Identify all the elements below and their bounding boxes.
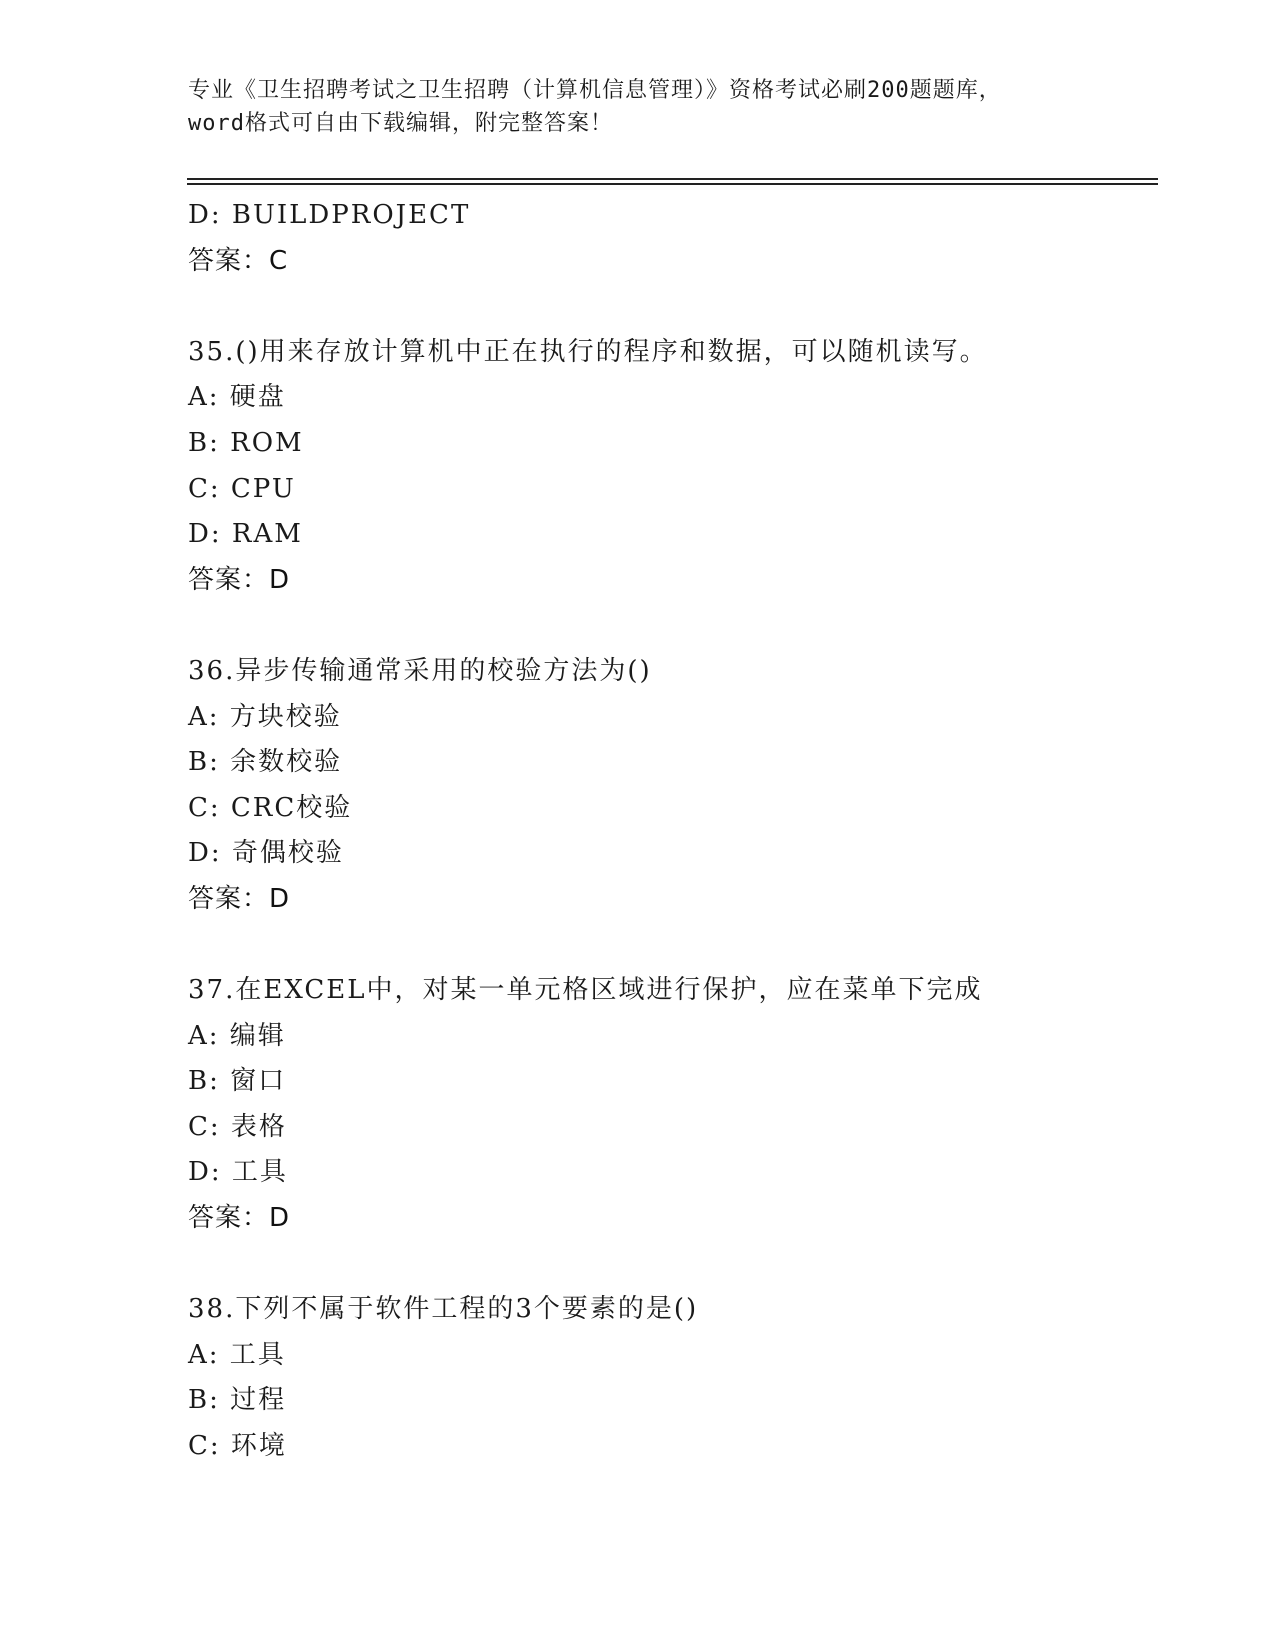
option-c: C: CRC校验	[188, 792, 353, 823]
question-36	[188, 649, 1168, 923]
question-37	[188, 968, 1168, 1242]
option-a: A: 方块校验	[188, 701, 342, 732]
option-d: D: 奇偶校验	[188, 838, 344, 869]
header-line-2: word格式可自由下载编辑，附完整答案！	[188, 111, 613, 136]
question-38	[188, 1287, 1168, 1469]
option-b: B: 余数校验	[188, 747, 343, 778]
carryover-answer: 答案：C	[188, 245, 289, 276]
carryover-option-d: D: BUILDPROJECT	[188, 200, 471, 230]
question-list	[188, 193, 1168, 1470]
header-divider-top	[187, 178, 1158, 180]
spacer	[188, 603, 1168, 649]
option-a: A: 工具	[188, 1339, 286, 1370]
option-b: B: 窗口	[188, 1066, 287, 1097]
question-stem: 38.下列不属于软件工程的3个要素的是()	[188, 1294, 699, 1325]
spacer	[188, 1242, 1168, 1288]
question-stem: 35.()用来存放计算机中正在执行的程序和数据，可以随机读写。	[188, 336, 988, 367]
answer: 答案：D	[188, 1203, 291, 1234]
spacer	[188, 284, 1168, 330]
header-line-1: 专业《卫生招聘考试之卫生招聘（计算机信息管理）》资格考试必刷200题题库，	[188, 78, 1002, 103]
document-header	[188, 74, 1088, 140]
question-stem: 37.在EXCEL中，对某一单元格区域进行保护，应在菜单下完成	[188, 975, 983, 1006]
option-d: D: 工具	[188, 1157, 288, 1188]
option-c: C: 表格	[188, 1111, 287, 1142]
option-a: A: 硬盘	[188, 382, 286, 413]
answer: 答案：D	[188, 883, 291, 914]
option-d: D: RAM	[188, 519, 303, 550]
answer: 答案：D	[188, 564, 291, 595]
option-b: B: ROM	[188, 427, 304, 458]
question-stem: 36.异步传输通常采用的校验方法为()	[188, 655, 652, 686]
option-c: C: CPU	[188, 473, 296, 504]
option-c: C: 环境	[188, 1431, 287, 1462]
option-b: B: 过程	[188, 1385, 287, 1416]
header-divider-bottom	[187, 183, 1158, 185]
question-35	[188, 330, 1168, 604]
spacer	[188, 923, 1168, 969]
option-a: A: 编辑	[188, 1020, 286, 1051]
